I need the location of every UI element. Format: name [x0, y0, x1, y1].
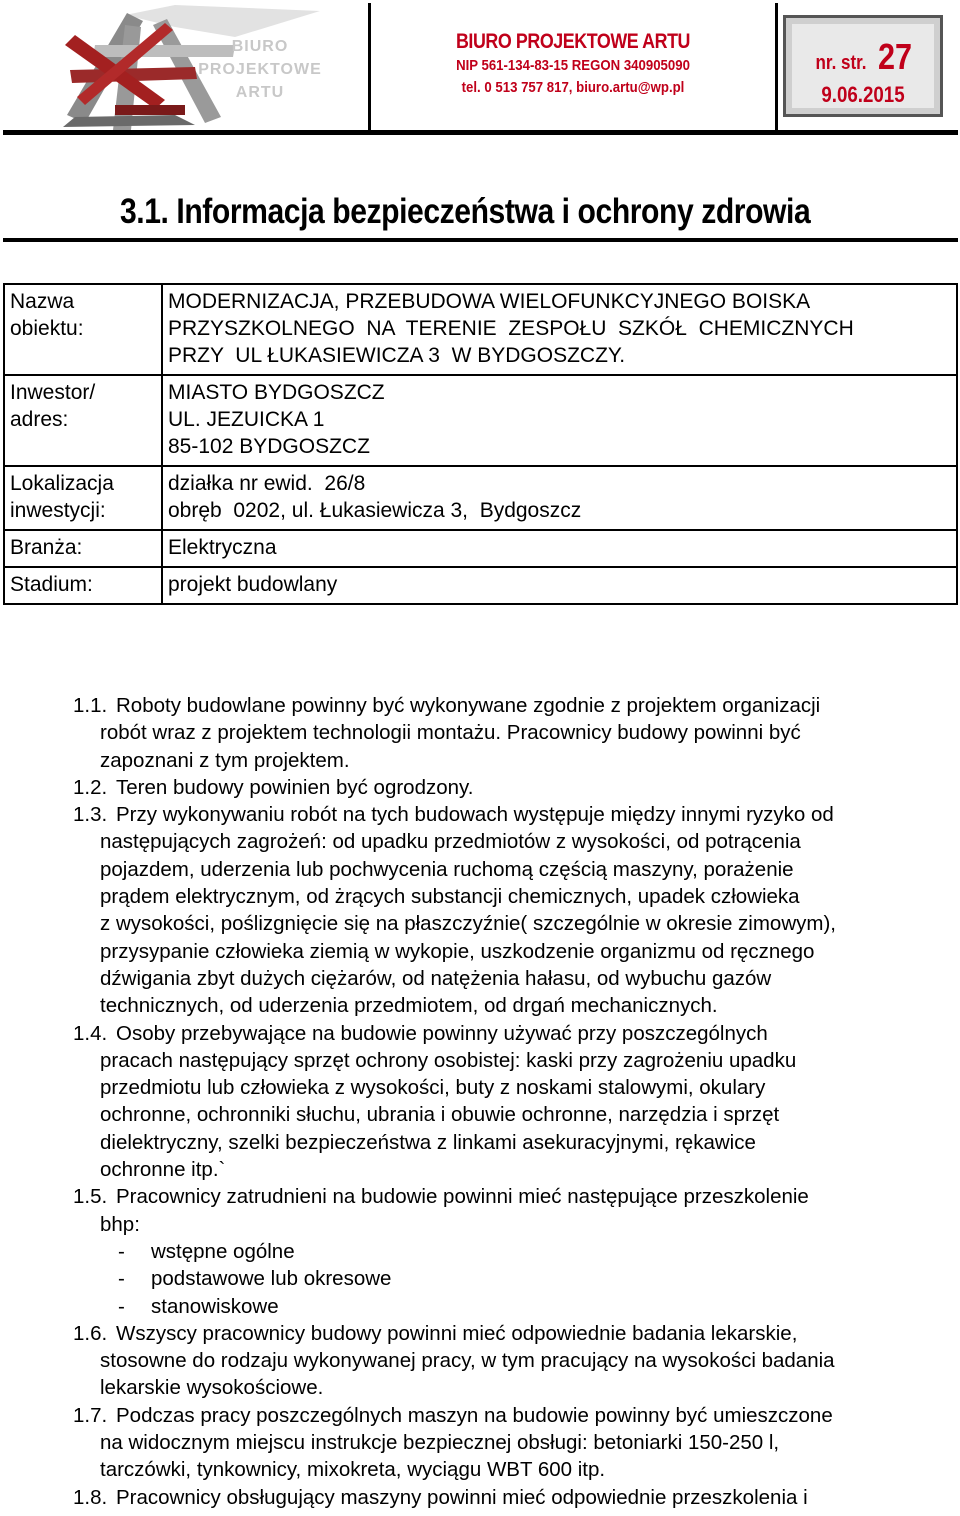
company-name: BIURO PROJEKTOWE ARTU — [455, 30, 691, 53]
info-value — [162, 466, 957, 530]
info-row — [4, 530, 957, 567]
item-text-line: przysypanie człowieka ziemią w wykopie, uszkodzenie organizmu od ręcznego — [100, 939, 815, 963]
info-key-line: obiektu: — [10, 317, 84, 340]
info-value-line: MODERNIZACJA, PRZEBUDOWA WIELOFUNKCYJNEGO BOISKA — [168, 290, 811, 313]
bullet-item — [73, 1293, 958, 1320]
info-row — [4, 284, 957, 375]
item-text-line: tarczówki, tynkownicy, mixokreta, wyciągu WBT 600 itp. — [100, 1458, 606, 1482]
item-text-line: Podczas pracy poszczególnych maszyn na budowie powinny być umieszczone — [116, 1403, 833, 1427]
title-rule — [3, 238, 958, 242]
item-number: 1.7. — [73, 1403, 108, 1427]
info-key-line: Nazwa — [10, 290, 75, 313]
item-number: 1.3. — [73, 803, 108, 827]
list-item — [73, 774, 958, 801]
info-key-line: Branża: — [10, 536, 83, 559]
bullet-dash: - — [118, 1294, 125, 1318]
info-value-line: PRZY UL ŁUKASIEWICZA 3 W BYDGOSZCZY. — [168, 344, 626, 367]
info-key-line: adres: — [10, 408, 69, 431]
item-text-line: Roboty budowlane powinny być wykonywane zgodnie z projektem organizacji — [116, 694, 821, 717]
item-text-line: dźwigania zbyt dużych ciężarów, od natężenia hałasu, od wybuchu gazów — [100, 966, 772, 990]
info-key — [4, 375, 162, 466]
list-item — [73, 1484, 958, 1511]
item-number: 1.8. — [73, 1485, 108, 1509]
item-text-line: ochronne, ochronniki słuchu, ubrania i obuwie ochronne, narzędzia i sprzęt — [100, 1103, 780, 1127]
info-key-line: inwestycji: — [10, 499, 106, 522]
info-row — [4, 466, 957, 530]
info-value-line: PRZYSZKOLNEGO NA TERENIE ZESPOŁU SZKÓŁ CHEMICZNYCH — [168, 317, 854, 340]
item-text-line: z wysokości, poślizgnięcie się na płaszczyźnie( szczególnie w okresie zimowym), — [100, 912, 836, 936]
item-text-line: stosowne do rodzaju wykonywanej pracy, w tym pracujący na wysokości badania — [100, 1349, 835, 1373]
bullet-dash: - — [118, 1267, 125, 1291]
company-contact: tel. 0 513 757 817, biuro.artu@wp.pl — [461, 79, 685, 96]
info-key-line: Inwestor/ — [10, 381, 96, 404]
info-value — [162, 567, 957, 604]
info-value-line: obręb 0202, ul. Łukasiewicza 3, Bydgoszcz — [168, 499, 582, 522]
company-logo — [55, 5, 325, 130]
page-info-box — [783, 15, 943, 117]
item-text-line: przedmiotu lub człowieka z wysokości, buty z noskami stalowymi, okulary — [100, 1076, 766, 1100]
item-text-line: ochronne itp.` — [100, 1158, 226, 1182]
info-row — [4, 375, 957, 466]
logo-line-2: PROJEKTOWE — [198, 61, 322, 78]
item-text-line: na widocznym miejscu instrukcje bezpiecznej obsługi: betoniarki 150-250 l, — [100, 1431, 780, 1455]
item-text-line: Osoby przebywające na budowie powinny używać przy poszczególnych — [116, 1021, 768, 1045]
info-value-line: działka nr ewid. 26/8 — [168, 472, 366, 495]
item-number: 1.5. — [73, 1185, 108, 1209]
info-value — [162, 284, 957, 375]
info-key — [4, 466, 162, 530]
document-date: 9.06.2015 — [821, 82, 905, 107]
info-key-line: Stadium: — [10, 573, 93, 596]
item-number: 1.2. — [73, 775, 108, 799]
header-divider-2 — [775, 3, 778, 131]
page-label: nr. str. — [815, 52, 867, 74]
item-text-line: pracach następujący sprzęt ochrony osobistej: kaski przy zagrożeniu upadku — [100, 1048, 797, 1072]
info-value — [162, 530, 957, 567]
item-number: 1.6. — [73, 1321, 108, 1345]
item-text-line: Wszyscy pracownicy budowy powinni mieć odpowiednie badania lekarskie, — [116, 1321, 798, 1345]
project-info-table — [3, 283, 958, 605]
item-text-line: lekarskie wysokościowe. — [100, 1376, 324, 1400]
bullet-dash: - — [118, 1239, 125, 1263]
item-number: 1.1. — [73, 694, 108, 717]
info-key — [4, 567, 162, 604]
item-text-line: Teren budowy powinien być ogrodzony. — [116, 775, 474, 799]
info-value-line: 85-102 BYDGOSZCZ — [168, 435, 370, 458]
bullet-text: stanowiskowe — [151, 1294, 279, 1318]
section-title: 3.1. Informacja bezpieczeństwa i ochrony zdrowia — [120, 192, 811, 231]
list-item — [73, 1320, 958, 1402]
list-item — [73, 1020, 958, 1184]
item-text-line: pojazdem, uderzenia lub pochwycenia ruchomą częścią maszyny, porażenie — [100, 857, 794, 881]
header-bottom-rule — [3, 130, 958, 135]
company-ids: NIP 561-134-83-15 REGON 340905090 — [456, 57, 690, 74]
info-row — [4, 567, 957, 604]
info-value — [162, 375, 957, 466]
item-number: 1.4. — [73, 1021, 108, 1045]
info-key — [4, 284, 162, 375]
item-text-line: dielektryczny, szelki bezpieczeństwa z linkami asekuracyjnymi, rękawice — [100, 1130, 756, 1154]
bullet-item — [73, 1238, 958, 1265]
item-text-line: następujących zagrożeń: od upadku przedmiotów z wysokości, od potrącenia — [100, 830, 801, 854]
item-text-line: Pracownicy obsługujący maszyny powinni mieć odpowiednie przeszkolenia i — [116, 1485, 808, 1509]
info-key-line: Lokalizacja — [10, 472, 114, 495]
bullet-item — [73, 1265, 958, 1292]
list-item — [73, 1183, 958, 1238]
header-divider-1 — [368, 3, 371, 131]
item-text-line: Pracownicy zatrudnieni na budowie powinni mieć następujące przeszkolenie — [116, 1185, 809, 1209]
info-value-line: UL. JEZUICKA 1 — [168, 408, 325, 431]
bullet-text: podstawowe lub okresowe — [151, 1267, 392, 1291]
logo-line-3: ARTU — [235, 84, 285, 101]
list-item — [73, 801, 958, 1019]
page-number: 27 — [878, 36, 913, 77]
info-key — [4, 530, 162, 567]
safety-instructions — [73, 692, 958, 1511]
list-item — [73, 692, 958, 774]
info-value-line: projekt budowlany — [168, 573, 338, 596]
bullet-text: wstępne ogólne — [151, 1239, 295, 1263]
list-item — [73, 1402, 958, 1484]
item-text-line: technicznych, od uderzenia przedmiotem, od drgań mechanicznych. — [100, 994, 718, 1018]
item-text-line: robót wraz z projektem technologii montażu. Pracownicy budowy powinni być — [100, 721, 801, 745]
item-text-line: zapoznani z tym projektem. — [100, 748, 350, 772]
info-value-line: Elektryczna — [168, 536, 277, 559]
item-text-line: Przy wykonywaniu robót na tych budowach występuje między innymi ryzyko od — [116, 803, 834, 827]
info-value-line: MIASTO BYDGOSZCZ — [168, 381, 385, 404]
item-text-line: bhp: — [100, 1212, 140, 1236]
logo-line-1: BIURO — [231, 38, 289, 55]
item-text-line: prądem elektrycznym, od żrących substancji chemicznych, upadek człowieka — [100, 885, 800, 909]
